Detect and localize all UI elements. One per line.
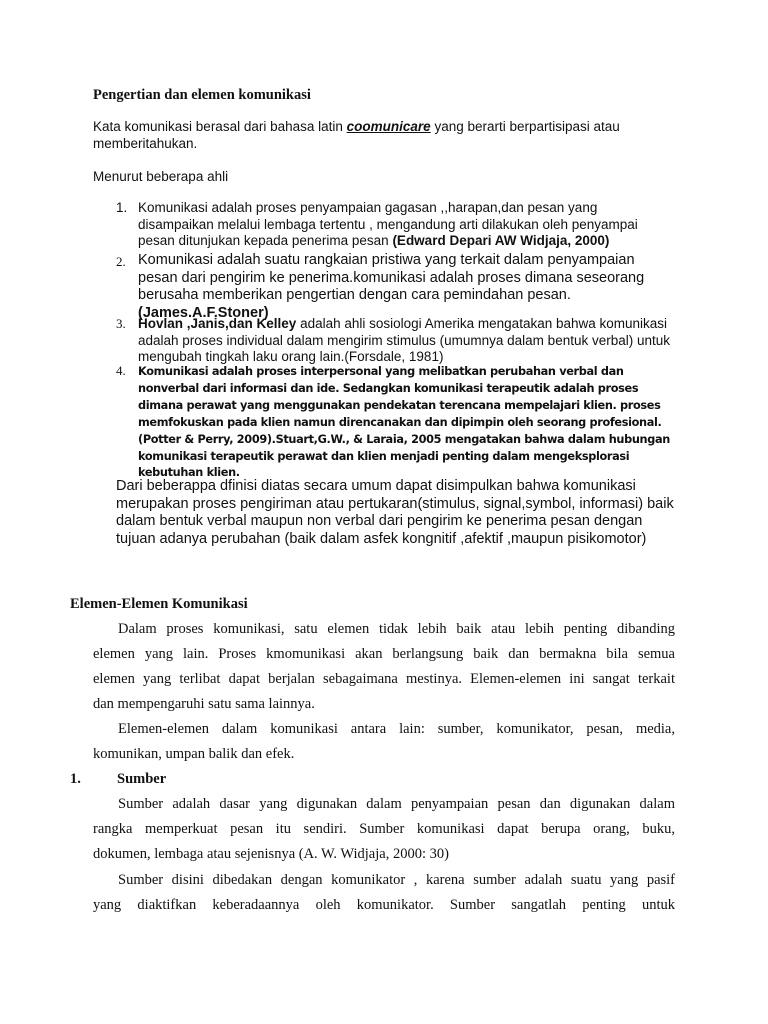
- list-number: 3.: [116, 316, 126, 331]
- section-paragraph-1: [93, 617, 675, 717]
- text-line: Elemen-elemen dalam komunikasi antara lain: sumber, komunikator, pesan, media,: [118, 721, 675, 737]
- text-line: Sumber disini dibedakan dengan komunikator , karena sumber adalah suatu yang pasif: [118, 872, 675, 888]
- subsection-heading: [70, 771, 166, 788]
- text-line: komunikan, umpan balik dan efek.: [93, 746, 295, 762]
- subsection-title: Sumber: [117, 771, 167, 787]
- text-line: dokumen, lembaga atau sejenisnya (A. W. Widjaja, 2000: 30): [93, 846, 449, 862]
- definition-text: Komunikasi adalah suatu rangkaian pristiwa yang terkait dalam penyampaian pesan dari pengirim ke penerima.komunikasi adalah proses dimana seseorang berusaha memberikan pengertian dengan cara pemindahan pesan.: [138, 252, 645, 303]
- definition-body: [138, 252, 673, 322]
- subsection-number: 1.: [70, 771, 81, 787]
- experts-heading: Menurut beberapa ahli: [93, 169, 229, 184]
- definition-body: [138, 316, 673, 366]
- text-line: elemen yang lain. Proses kmomunikasi akan berlangsung baik dan bermakna bila semua: [93, 646, 675, 662]
- summary-paragraph: Dari beberappa dfinisi diatas secara umum dapat disimpulkan bahwa komunikasi merupakan proses pengiriman atau pertukaran(stimulus, signal,symbol, informasi) baik dalam bentuk verbal maupun non verbal dari pengirim ke penerima pesan dengan tujuan adanya perubahan (baik dalam asfek kongnitif ,afektif ,maupun pisikomotor): [116, 478, 674, 547]
- latin-term: coomunicare: [346, 119, 431, 134]
- section-paragraph-2: [93, 717, 675, 767]
- text-line: rangka memperkuat pesan itu sendiri. Sumber komunikasi dapat berupa orang, buku,: [93, 821, 675, 837]
- definition-citation: (Edward Depari AW Widjaja, 2000): [392, 233, 610, 248]
- intro-text-after: yang berarti berpartisipasi atau memberitahukan.: [93, 119, 620, 151]
- subsection-paragraph-2: [93, 868, 675, 918]
- document-title: Pengertian dan elemen komunikasi: [93, 87, 311, 103]
- text-line: dan mempengaruhi satu sama lainnya.: [93, 696, 315, 712]
- definition-body: [138, 200, 668, 250]
- intro-text-before: Kata komunikasi berasal dari bahasa latin: [93, 119, 347, 134]
- list-number: 2.: [116, 254, 126, 269]
- list-number: 1.: [116, 200, 128, 215]
- subsection-paragraph-1: [93, 792, 675, 867]
- text-line: yang diaktifkan keberadaannya oleh komunikator. Sumber sangatlah penting untuk: [93, 897, 675, 913]
- text-line: elemen yang terlibat dapat berjalan sebagaimana mestinya. Elemen-elemen ini sangat terkait: [93, 671, 675, 687]
- definition-text: Komunikasi adalah proses penyampaian gagasan ,,harapan,dan pesan yang disampaikan melalui lembaga tertentu , mengandung arti dilakukan oleh penyampai pesan ditunjukan kepada penerima pesan: [138, 200, 638, 248]
- intro-paragraph: [93, 118, 693, 152]
- definition-text: Komunikasi adalah proses interpersonal yang melibatkan perubahan verbal dan nonverbal dari informasi dan ide. Sedangkan komunikasi terapeutik adalah proses dimana perawat yang menggunakan pendekatan terencana mempelajari klien. proses memfokuskan pada klien namun direncanakan dan dipimpin oleh seorang profesional. (Potter & Perry, 2009).Stuart,G.W., & Laraia, 2005 mengatakan bahwa dalam hubungan komunikasi terapeutik perawat dan klien menjadi penting dalam mengeksplorasi kebutuhan klien.: [138, 365, 670, 480]
- definition-text: adalah ahli sosiologi Amerika mengatakan bahwa komunikasi adalah proses individual dalam mengirim stimulus (umumnya dalam bentuk verbal) untuk mengubah tingkah laku orang lain.(Forsdale, 1981): [138, 316, 671, 364]
- text-line: Sumber adalah dasar yang digunakan dalam penyampaian pesan dan digunakan dalam: [118, 796, 675, 812]
- definition-citation: (James.A.F.Stoner): [138, 304, 269, 321]
- definition-authors: Hovlan ,Janis,dan Kelley: [138, 316, 297, 331]
- list-number: 4.: [116, 363, 126, 378]
- text-line: Dalam proses komunikasi, satu elemen tidak lebih baik atau lebih penting dibanding: [118, 621, 675, 637]
- section-heading: Elemen-Elemen Komunikasi: [70, 596, 248, 612]
